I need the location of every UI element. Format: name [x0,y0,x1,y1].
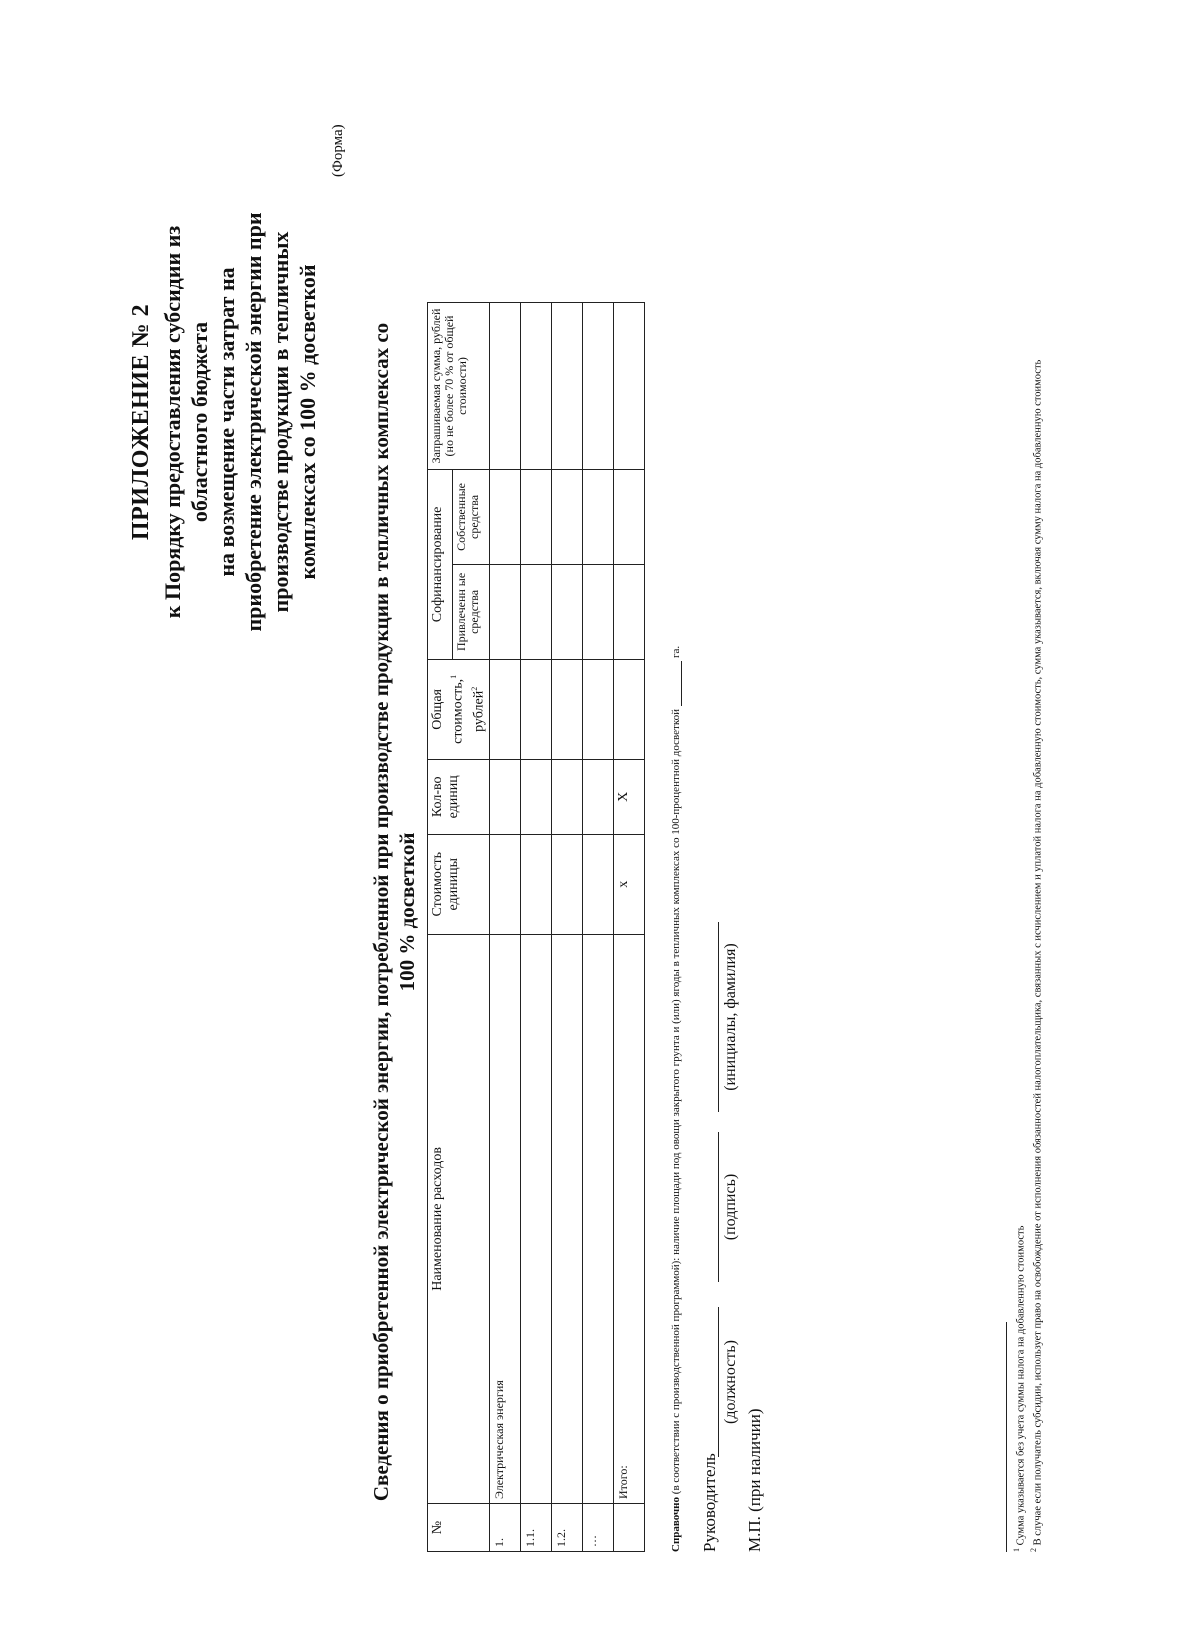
cell-name: Итого: [614,934,645,1503]
cell-name [583,934,614,1503]
cell-number: 1.1. [521,1504,552,1552]
cell-number: 1. [490,1504,521,1552]
name-caption: (инициалы, фамилия) [722,943,739,1091]
appendix-line: к Порядку предоставления субсидии из [160,225,185,619]
cell-requested [614,303,645,470]
appendix-header [128,152,321,692]
cell-total-cost [552,659,583,759]
cell-requested [521,303,552,470]
reference-text: (в соответствии с производственной программой): наличие площади под овощи закрытого грунта и (или) ягоды в тепличных комплексах со 100-процентной досветкой [670,708,682,1495]
footnote: $^2$ В случае если получатель субсидии, использует право на освобождение от исполнения обязанностей налогоплательщика, связанных с исчислением и уплатой налога на добавленную стоимость, сумма указывается, включая сумму налога на добавленную стоимость [1028,359,1043,1552]
section-title [368,262,420,1562]
header-quantity: Кол-во единиц [428,759,490,834]
reference-note [670,646,682,1552]
section-title-line: Сведения о приобретенной электрической энергии, потребленной при производстве продукции в тепличных комплексах со [369,322,393,1502]
manager-label: Руководитель [700,1453,719,1552]
cell-requested [490,303,521,470]
cell-unit-cost: x [614,834,645,934]
cell-number: … [583,1504,614,1552]
cell-own [583,469,614,564]
header-expense-name: Наименование расходов [428,934,490,1503]
cell-attracted [552,564,583,659]
appendix-line: производстве продукции в тепличных [268,231,293,613]
header-cofinancing: Софинансирование [428,469,453,659]
cell-number: 1.2. [552,1504,583,1552]
appendix-title: ПРИЛОЖЕНИЕ № 2 [128,303,154,541]
footnote-mark-2: 2 [469,686,479,691]
header-attracted-funds: Привлеченн ые средства [453,564,490,659]
header-number: № [428,1504,490,1552]
footnote-separator [1006,1322,1007,1552]
cell-total-cost [490,659,521,759]
footnotes [1011,272,1044,1552]
cell-own [521,469,552,564]
name-blank-line [718,922,719,1112]
cell-own [490,469,521,564]
position-caption: (должность) [722,1340,739,1424]
table-row [490,303,521,1552]
signature-blank-line [718,1132,719,1282]
cell-quantity [490,759,521,834]
cell-quantity [583,759,614,834]
cell-total-cost [521,659,552,759]
header-requested-amount: Запрашиваемая сумма, рублей (но не более 70 % от общей стоимости) [428,303,490,470]
expense-table [427,302,645,1552]
appendix-line: приобретение электрической энергии при [241,212,266,632]
cell-unit-cost [521,834,552,934]
section-title-line: 100 % досветкой [395,832,419,992]
cell-own [552,469,583,564]
cell-own [614,469,645,564]
footnote-mark-1: 1 [449,674,458,679]
cell-name [552,934,583,1503]
cell-quantity: X [614,759,645,834]
cell-unit-cost [552,834,583,934]
header-unit-cost: Стоимость единицы [428,834,490,934]
table-row-total [614,303,645,1552]
appendix-line: на возмещение части затрат на [214,267,239,577]
cell-attracted [521,564,552,659]
table-row [552,303,583,1552]
cell-requested [552,303,583,470]
footnote: $^1$ Сумма указывается без учета суммы налога на добавленную стоимость [1012,1225,1027,1552]
cell-attracted [583,564,614,659]
cell-unit-cost [490,834,521,934]
header-total-cost: Общая стоимость,$^1$ рублей$^2$ [428,659,490,759]
appendix-line: областного бюджета [187,321,212,523]
reference-unit: га. [670,645,682,658]
cell-attracted [614,564,645,659]
position-blank-line [718,1307,719,1457]
cell-number [614,1504,645,1552]
cell-name [521,934,552,1503]
cell-requested [583,303,614,470]
cell-name: Электрическая энергия [490,934,521,1503]
table-row [583,303,614,1552]
area-blank-line [681,661,682,706]
cell-quantity [552,759,583,834]
cell-attracted [490,564,521,659]
cell-quantity [521,759,552,834]
signature-caption: (подпись) [722,1173,739,1241]
stamp-label: М.П. (при наличии) [745,1408,764,1552]
form-label: (Форма) [330,124,346,177]
table-row [521,303,552,1552]
appendix-line: комплексах со 100 % досветкой [295,264,320,580]
reference-label: Справочно [670,1496,682,1552]
header-own-funds: Собственные средства [453,469,490,564]
cell-total-cost [583,659,614,759]
cell-unit-cost [583,834,614,934]
cell-total-cost [614,659,645,759]
